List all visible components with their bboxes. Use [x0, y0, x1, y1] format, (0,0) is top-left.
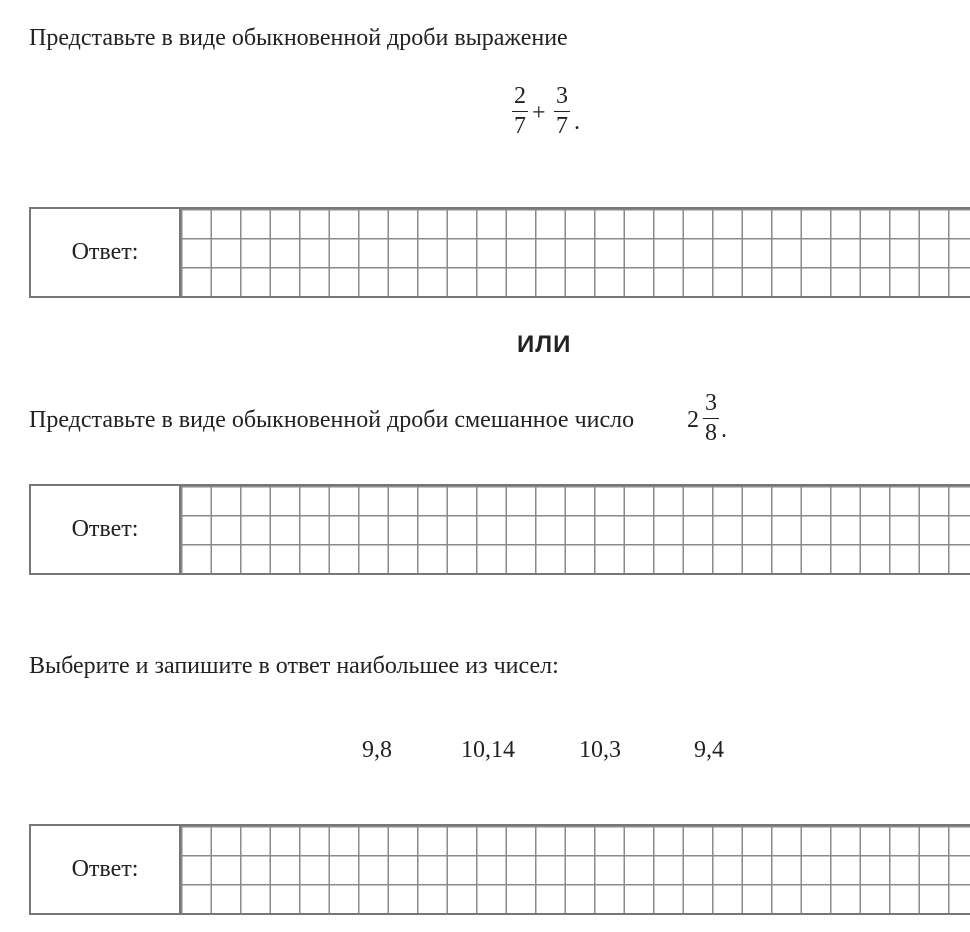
answer-box-1[interactable]: [29, 207, 970, 298]
answer-label: Ответ:: [31, 209, 181, 296]
fraction-a: [512, 84, 528, 138]
mixed-denominator: 8: [705, 420, 717, 446]
expression-period: .: [574, 109, 580, 135]
question-1-prompt: Представьте в виде обыкновенной дроби выражение: [29, 25, 568, 51]
answer-grid[interactable]: [181, 486, 970, 573]
answer-label: Ответ:: [31, 826, 181, 913]
plus-operator: +: [532, 100, 546, 126]
mixed-numerator: 3: [705, 390, 717, 416]
or-divider: ИЛИ: [517, 331, 572, 358]
answer-grid[interactable]: [181, 826, 970, 913]
question-2-prompt: Представьте в виде обыкновенной дроби смешанное число: [29, 407, 635, 433]
fraction-a-numerator: 2: [514, 83, 526, 109]
number-item: 9,4: [694, 737, 724, 763]
fraction-b: [554, 84, 570, 138]
answer-label: Ответ:: [31, 486, 181, 573]
number-item: 10,3: [579, 737, 621, 763]
number-item: 9,8: [362, 737, 392, 763]
number-item: 10,14: [461, 737, 515, 763]
answer-box-2[interactable]: [29, 484, 970, 575]
answer-box-3[interactable]: [29, 824, 970, 915]
mixed-whole: 2: [687, 407, 699, 433]
mixed-fraction: [703, 391, 719, 445]
fraction-a-denominator: 7: [514, 113, 526, 139]
answer-grid[interactable]: [181, 209, 970, 296]
fraction-b-numerator: 3: [556, 83, 568, 109]
fraction-b-denominator: 7: [556, 113, 568, 139]
question-3-prompt: Выберите и запишите в ответ наибольшее из чисел:: [29, 653, 559, 679]
mixed-period: .: [721, 417, 727, 443]
